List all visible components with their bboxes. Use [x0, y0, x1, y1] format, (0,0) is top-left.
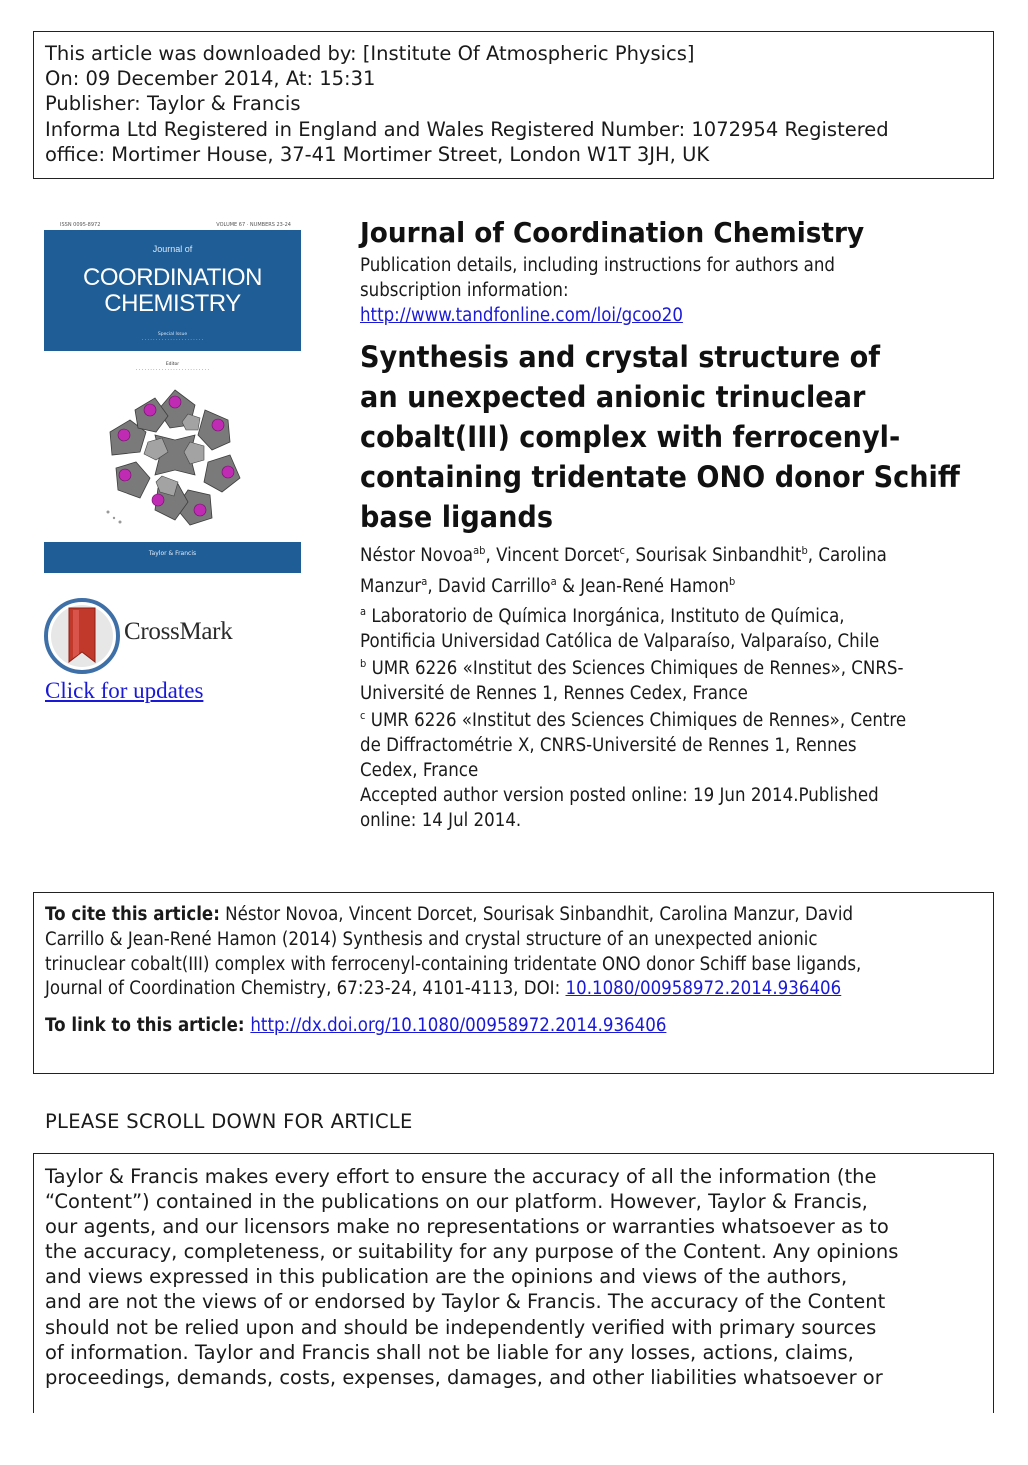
authors-line [360, 540, 918, 571]
affiliation-text: UMR 6226 «Institut des Sciences Chimiques de Rennes», Centre [370, 710, 907, 731]
disclaimer-line: proceedings, demands, costs, expenses, damages, and other liabilities whatsoever or [45, 1365, 883, 1389]
link-label: To link to this article: [45, 1015, 251, 1037]
disclaimer-line: of information. Taylor and Francis shall not be liable for any losses, actions, claims, [45, 1340, 854, 1364]
download-line: Informa Ltd Registered in England and Wales Registered Number: 1072954 Registered [45, 117, 889, 141]
affiliation-line: Université de Rennes 1, Rennes Cedex, France [360, 683, 748, 704]
affiliation-a [360, 604, 980, 654]
affiliation-line: Cedex, France [360, 760, 479, 781]
disclaimer-line: and views expressed in this publication are the opinions and views of the authors, [45, 1265, 848, 1289]
disclaimer-line: Taylor & Francis makes every effort to ensure the accuracy of all the information (the [45, 1165, 877, 1188]
author-separator: , [624, 545, 636, 566]
download-line: Publisher: Taylor & Francis [45, 92, 301, 116]
disclaimer-line: and are not the views of or endorsed by Taylor & Francis. The accuracy of the Content [45, 1290, 886, 1314]
citation-box [33, 892, 994, 1074]
cover-title-line1: COORDINATION [83, 264, 262, 291]
cover-editor-text: Editor · · · · · · · · · · · · · · · · · · · · · · · · · · [136, 362, 209, 373]
scroll-notice: PLEASE SCROLL DOWN FOR ARTICLE [45, 1110, 413, 1133]
author-affiliation-marker: b [801, 543, 808, 557]
download-info-box [33, 31, 994, 179]
disclaimer-box [33, 1153, 994, 1413]
author-list [360, 540, 980, 602]
click-for-updates-link[interactable]: Click for updates [45, 678, 204, 703]
download-line: On: 09 December 2014, At: 15:31 [45, 67, 376, 91]
author-name: Jean-René Hamon [580, 576, 729, 597]
affiliation-b [360, 656, 980, 706]
disclaimer-line: should not be relied upon and should be independently verified with primary sources [45, 1315, 877, 1339]
affiliation-text: Laboratorio de Química Inorgánica, Instituto de Química, [371, 606, 845, 627]
crystal-structure-illustration [100, 380, 250, 530]
article-header [360, 216, 980, 833]
author-name: Vincent Dorcet [496, 545, 620, 566]
download-line: office: Mortimer House, 37-41 Mortimer Street, London W1T 3JH, UK [45, 142, 710, 166]
citation-line: trinuclear cobalt(III) complex with ferrocenyl-containing tridentate ONO donor Schiff base ligands, [45, 953, 862, 975]
article-title-line: Synthesis and crystal structure of [360, 340, 881, 374]
download-line: This article was downloaded by: [Institute Of Atmospheric Physics] [45, 42, 695, 65]
article-title [360, 337, 960, 537]
publication-details [360, 253, 980, 328]
author-name: Sourisak Sinbandhit [635, 545, 802, 566]
disclaimer-line: the accuracy, completeness, or suitability for any purpose of the Content. Any opinions [45, 1240, 899, 1264]
journal-cover-image [44, 220, 301, 573]
author-separator: , Carolina [807, 545, 887, 566]
disclaimer-line: “Content”) contained in the publications on our platform. However, Taylor & Francis, [45, 1190, 868, 1214]
doi-link[interactable]: 10.1080/00958972.2014.936406 [565, 978, 842, 1000]
cover-title-line2: CHEMISTRY [104, 290, 241, 317]
accepted-date-line: Accepted author version posted online: 19 Jun 2014.Published [360, 785, 879, 806]
article-title-line: an unexpected anionic trinuclear [360, 380, 866, 414]
affiliation-line: de Diffractométrie X, CNRS-Université de Rennes 1, Rennes [360, 735, 857, 756]
article-link[interactable]: http://dx.doi.org/10.1080/00958972.2014.936406 [250, 1015, 667, 1037]
author-affiliation-marker: c [619, 543, 625, 557]
cover-publisher: Taylor & Francis [148, 550, 197, 557]
author-name: David Carrillo [437, 576, 551, 597]
author-separator: & [556, 576, 581, 597]
publication-details-line: Publication details, including instructions for authors and [360, 255, 835, 276]
affiliation-line [360, 656, 918, 681]
citation-text: Journal of Coordination Chemistry, 67:23-24, 4101-4113, DOI: [45, 978, 566, 1000]
affiliation-line: Pontificia Universidad Católica de Valparaíso, Valparaíso, Chile [360, 631, 880, 652]
author-affiliation-marker: b [729, 574, 736, 588]
cover-top-meta: ISSN 0095-8972 VOLUME 67 · NUMBERS 23-24 [60, 222, 291, 228]
cover-bottom-band [44, 542, 301, 573]
journal-title: Journal of Coordination Chemistry [360, 216, 865, 249]
author-name: Manzur [360, 576, 422, 597]
author-separator: , [427, 576, 438, 597]
affiliation-marker: a [360, 604, 367, 618]
crossmark-icon [44, 598, 122, 674]
affiliation-text: UMR 6226 «Institut des Sciences Chimiques de Rennes», CNRS- [371, 658, 904, 679]
author-affiliation-marker: ab [473, 543, 486, 557]
cite-label: To cite this article: [45, 904, 220, 925]
publication-details-line: subscription information: [360, 280, 569, 301]
crossmark-badge[interactable] [44, 598, 274, 674]
link-line [45, 1014, 888, 1039]
authors-line [360, 571, 918, 602]
published-date-line: online: 14 Jul 2014. [360, 810, 522, 831]
citation-text: Néstor Novoa, Vincent Dorcet, Sourisak Sinbandhit, Carolina Manzur, David [219, 904, 854, 925]
article-title-line: cobalt(III) complex with ferrocenyl- [360, 420, 901, 454]
cover-journal-of: Journal of [152, 244, 193, 254]
journal-url-link[interactable]: http://www.tandfonline.com/loi/gcoo20 [360, 305, 683, 326]
affiliation-line [360, 604, 918, 629]
affiliation-marker: c [360, 708, 366, 722]
disclaimer-line: our agents, and our licensors make no representations or warranties whatsoever as to [45, 1215, 889, 1239]
author-name: Néstor Novoa [360, 545, 474, 566]
affiliation-c [360, 708, 980, 783]
crossmark-label: CrossMark [124, 618, 233, 645]
author-separator: , [485, 545, 497, 566]
affiliation-line [360, 708, 918, 733]
author-affiliation-marker: a [550, 574, 557, 588]
citation-line: Carrillo & Jean-René Hamon (2014) Synthesis and crystal structure of an unexpected anionic [45, 928, 818, 950]
article-title-line: base ligands [360, 500, 554, 534]
citation-line [45, 903, 888, 928]
citation-line [45, 977, 888, 1002]
affiliation-marker: b [360, 656, 367, 670]
article-title-line: containing tridentate ONO donor Schiff [360, 460, 960, 494]
cover-issue-text: Special Issue · · · · · · · · · · · · · · · · · · · · · · [141, 332, 204, 343]
author-affiliation-marker: a [421, 574, 428, 588]
